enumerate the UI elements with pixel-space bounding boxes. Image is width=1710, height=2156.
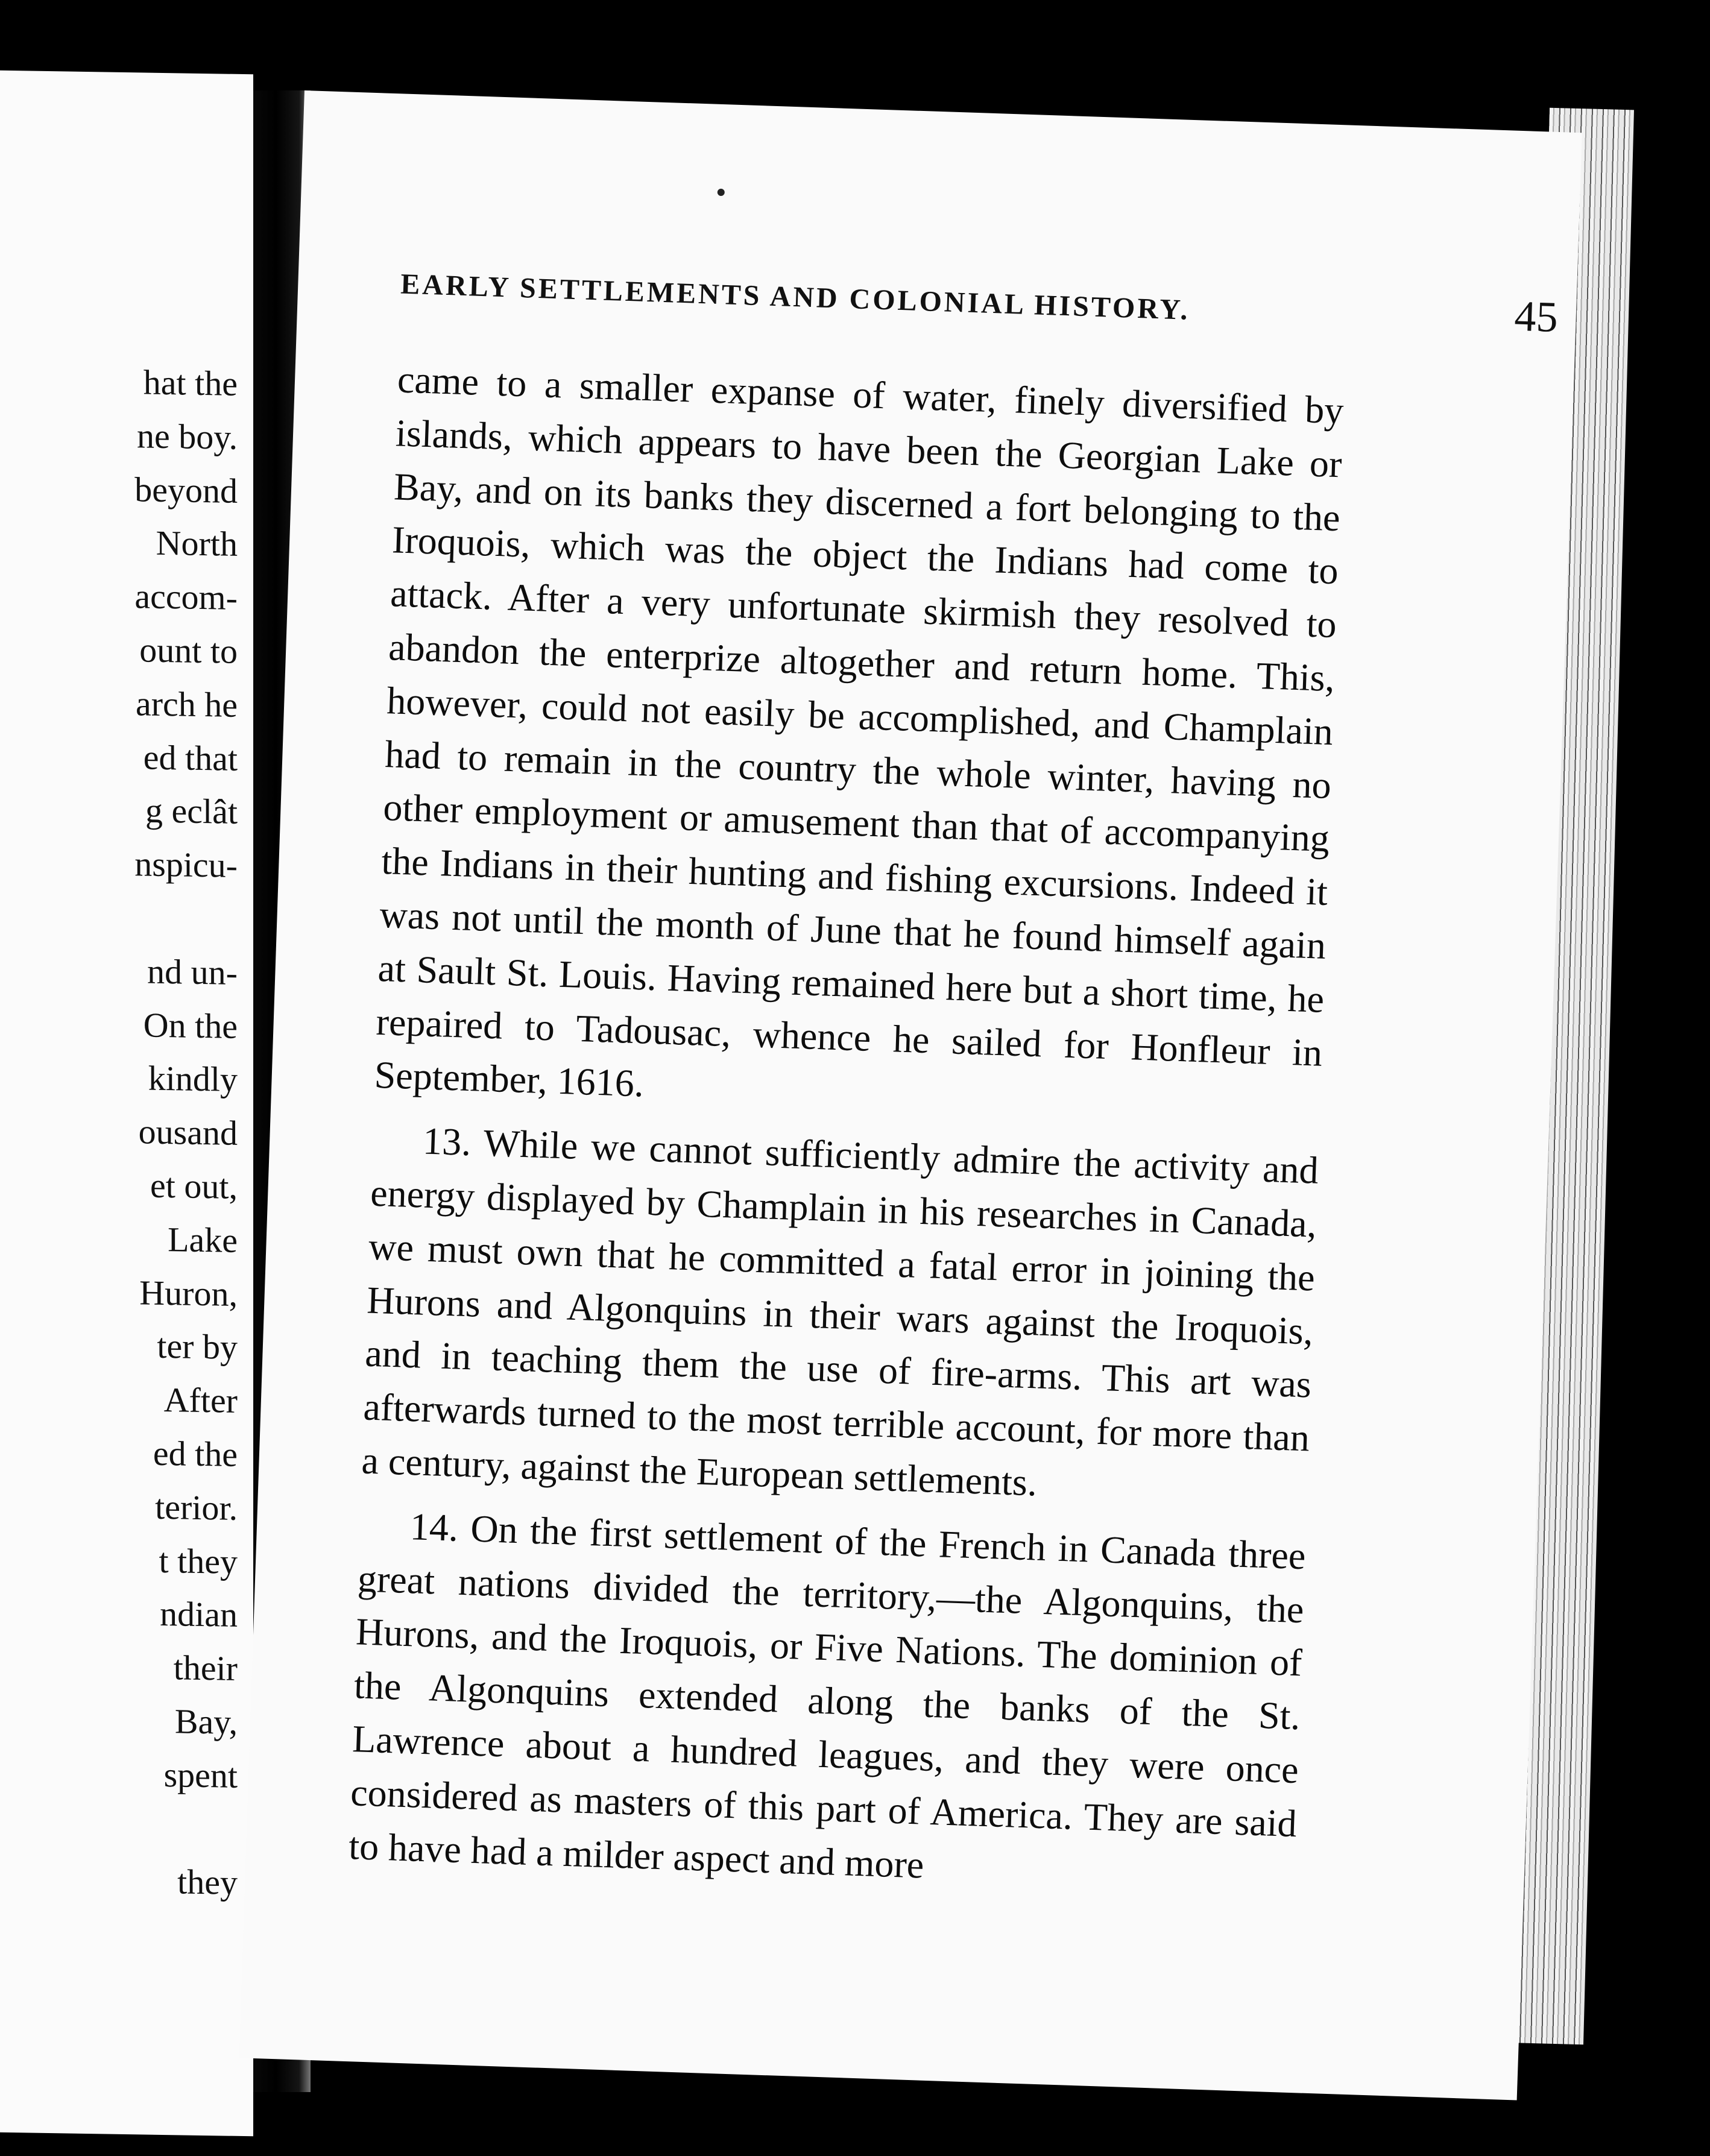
previous-page — [0, 71, 253, 2137]
previous-page-line: their — [173, 1648, 238, 1689]
previous-page-line: kindly — [148, 1058, 238, 1100]
paragraph-13: 13. While we cannot sufficiently admire the activity and energy displayed by Champlain in his researches in Canada, we must own that he committed a fatal error in joining the Hurons and Algonquins in their wars against the Iroquois, and in teaching them the use of fire-arms. This art was afterwards turned to the most terrible account, for more than a century, against the European settlements. — [361, 1119, 1319, 1504]
previous-page-line: Bay, — [174, 1701, 238, 1742]
page-number: 45 — [1513, 291, 1559, 342]
book-page — [239, 90, 1582, 2100]
previous-page-line — [0, 889, 238, 947]
previous-page-line: hat the — [143, 362, 238, 403]
previous-page-line: North — [156, 523, 238, 564]
previous-page-line: terior. — [155, 1487, 238, 1528]
ink-speck — [718, 189, 725, 196]
previous-page-line: ndian — [160, 1594, 238, 1635]
previous-page-line: beyond — [134, 469, 238, 511]
running-head — [400, 250, 1559, 349]
previous-page-text — [0, 354, 238, 1910]
previous-page-line: ousand — [138, 1112, 238, 1153]
previous-page-line: et out, — [150, 1165, 238, 1206]
previous-page-line: Lake — [168, 1219, 238, 1260]
paragraph-14: 14. On the first settlement of the French in Canada three great nations divided the territory,—the Algonquins, the Hurons, and the Iroquois, or Five Nations. The dominion of the Algonquins extended along the banks of the St. Lawrence about a hundred leagues, and they were once considered as masters of this part of America. They are said to have had a milder aspect and more — [348, 1504, 1307, 1886]
previous-page-line — [0, 1799, 238, 1856]
previous-page-line: After — [163, 1380, 238, 1421]
previous-page-line: ter by — [157, 1326, 238, 1367]
previous-page-line: they — [177, 1862, 238, 1903]
previous-page-line: arch he — [135, 684, 238, 725]
previous-page-line: On the — [143, 1004, 238, 1046]
previous-page-line: t they — [159, 1540, 238, 1581]
previous-page-line: ed that — [143, 737, 238, 778]
previous-page-line: nd un- — [147, 951, 238, 992]
previous-page-line: g eclât — [145, 790, 238, 832]
paragraph-continuation: came to a smaller expanse of water, finely diversified by islands, which appears to have been the Georgian Lake or Bay, and on its banks they discerned a fort belonging to the Iroquois, which was the object the Indians had come to attack. After a very unfortunate skirmish they resolved to abandon the enterprize altogether and return home. This, however, could not easily be accomplished, and Champlain had to remain in the country the whole winter, having no other employment or amusement than that of accompanying the Indians in their hunting and fishing excursions. Indeed it was not until the month of June that he found himself again at Sault St. Louis. Having remained here but a short time, he repaired to Tadousac, whence he sailed for Honfleur in September, 1616. — [373, 358, 1345, 1105]
previous-page-line: Huron, — [139, 1272, 238, 1314]
previous-page-line: ount to — [139, 630, 238, 671]
running-title: EARLY SETTLEMENTS AND COLONIAL HISTORY. — [400, 268, 1191, 326]
previous-page-line: accom- — [134, 576, 238, 618]
previous-page-line: ne boy. — [137, 416, 238, 457]
page-body — [348, 353, 1345, 1904]
previous-page-line: ed the — [153, 1433, 238, 1474]
previous-page-line: nspicu- — [134, 844, 238, 886]
previous-page-line: spent — [163, 1754, 238, 1795]
